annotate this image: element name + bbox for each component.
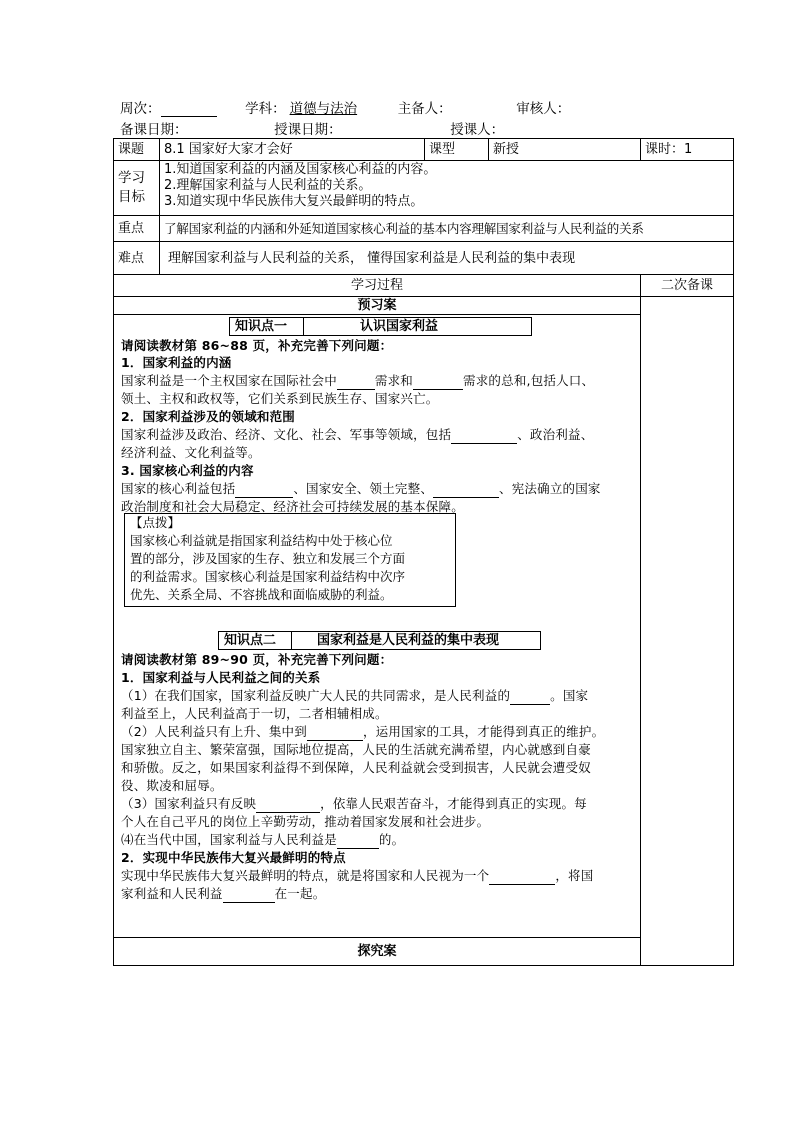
fill-blank[interactable] xyxy=(256,800,320,813)
paragraph-2-l6: 役、欺凌和屈辱。 xyxy=(121,778,223,793)
subject-value: 道德与法治 xyxy=(289,101,358,117)
fill-blank[interactable] xyxy=(337,377,375,390)
fill-blank[interactable] xyxy=(510,692,550,705)
goal-item: 3.知道实现中华民族伟大复兴最鲜明的特点。 xyxy=(164,194,424,209)
paragraph-1-3b: 政治制度和社会大局稳定、经济社会可持续发展的基本保障。 xyxy=(121,499,464,514)
focus-row xyxy=(114,216,734,242)
process-row xyxy=(114,275,734,297)
difficulty-label: 难点 xyxy=(114,242,160,275)
paragraph-2-l9: ⑷在当代中国，国家利益与人民利益是 的。 xyxy=(121,832,405,847)
topic-row xyxy=(114,139,734,161)
header-line-1 xyxy=(120,97,570,117)
goals-list xyxy=(160,161,734,216)
prep-date-label: 备课日期： xyxy=(120,122,188,138)
k2-title: 国家利益是人民利益的集中表现 xyxy=(317,633,500,648)
tip-line: 优先、关系全局、不容挑战和面临威胁的利益。 xyxy=(130,587,393,602)
subject-label: 学科： xyxy=(245,101,286,117)
heading-1-3: 3. 国家核心利益的内容 xyxy=(121,463,254,478)
fill-blank[interactable] xyxy=(307,728,363,741)
tip-box xyxy=(124,513,456,607)
heading-1-2: 2．国家利益涉及的领域和范围 xyxy=(121,409,295,424)
paragraph-2-l5: 和骄傲。反之，如果国家利益得不到保障，人民利益就会受到损害，人民就会遭受奴 xyxy=(121,760,591,775)
goal-item: 1.知道国家利益的内涵及国家核心利益的内容。 xyxy=(164,162,437,177)
paragraph-2-l10: 实现中华民族伟大复兴最鲜明的特点，就是将国家和人民视为一个 ，将国 xyxy=(121,868,594,883)
week-label: 周次： xyxy=(120,101,161,117)
focus-label: 重点 xyxy=(114,216,160,242)
paragraph-2-l2: 利益至上，人民利益高于一切，二者相辅相成。 xyxy=(121,706,388,721)
fill-blank[interactable] xyxy=(413,377,463,390)
focus-value: 了解国家利益的内涵和外延知道国家核心利益的基本内容理解国家利益与人民利益的关系 xyxy=(160,216,734,242)
preview-content xyxy=(114,315,641,938)
paragraph-2-l11: 家利益和人民利益 在一起。 xyxy=(121,886,326,901)
paragraph-2-l3: （2）人民利益只有上升、集中到 ，运用国家的工具，才能得到真正的维护。 xyxy=(121,724,605,739)
knowledge-point-1 xyxy=(229,317,532,336)
preparer-label: 主备人： xyxy=(397,101,452,117)
instruction-1: 请阅读教材第 86~88 页，补充完善下列问题： xyxy=(121,338,393,353)
paragraph-2-l1: （1）在我们国家，国家利益反映广大人民的共同需求，是人民利益的 。国家 xyxy=(121,688,589,703)
fill-blank[interactable] xyxy=(223,890,275,903)
preview-row xyxy=(114,297,734,315)
paragraph-2-l4: 国家独立自主、繁荣富强，国际地位提高，人民的生活就充满希望，内心就感到自豪 xyxy=(121,742,591,757)
fill-blank[interactable] xyxy=(337,836,379,849)
k2-label: 知识点二 xyxy=(224,633,277,648)
paragraph-1-1b: 领土、主权和政权等，它们关系到民族生存、国家兴亡。 xyxy=(121,391,439,406)
paragraph-2-l8: 个人在自己平凡的岗位上辛勤劳动，推动着国家发展和社会进步。 xyxy=(121,814,490,829)
difficulty-row xyxy=(114,242,734,275)
tip-title: 【点拨】 xyxy=(130,515,181,530)
type-label: 课型 xyxy=(425,139,489,161)
type-value: 新授 xyxy=(489,139,641,161)
topic-label: 课题 xyxy=(114,139,160,161)
goal-item: 2.理解国家利益与人民利益的关系。 xyxy=(164,178,372,193)
goals-row xyxy=(114,161,734,216)
hours-value: 课时：1 xyxy=(641,139,734,161)
heading-2-1: 1．国家利益与人民利益之间的关系 xyxy=(121,670,321,685)
topic-value: 8.1 国家好大家才会好 xyxy=(160,139,425,161)
preview-label: 预习案 xyxy=(114,297,641,315)
heading-1-1: 1．国家利益的内涵 xyxy=(121,355,232,370)
fill-blank[interactable] xyxy=(451,431,517,444)
tip-line: 国家核心利益就是指国家利益结构中处于核心位 xyxy=(130,533,393,548)
paragraph-2-l7: （3）国家利益只有反映 ，依靠人民艰苦奋斗，才能得到真正的实现。每 xyxy=(121,796,587,811)
paragraph-1-2b: 经济利益、文化利益等。 xyxy=(121,445,261,460)
fill-blank[interactable] xyxy=(489,872,555,885)
header-line-2 xyxy=(120,118,504,138)
k1-label: 知识点一 xyxy=(235,319,288,334)
tip-line: 的利益需求。国家核心利益是国家利益结构中次序 xyxy=(130,569,406,584)
paragraph-1-1a: 国家利益是一个主权国家在国际社会中 需求和 需求的总和,包括人口、 xyxy=(121,373,595,388)
second-prep-label: 二次备课 xyxy=(641,275,734,297)
week-blank xyxy=(161,102,217,117)
teacher-label: 授课人： xyxy=(450,122,505,138)
process-label: 学习过程 xyxy=(114,275,641,297)
heading-2-2: 2．实现中华民族伟大复兴最鲜明的特点 xyxy=(121,850,346,865)
paragraph-1-3a: 国家的核心利益包括 、国家安全、领土完整、 、宪法确立的国家 xyxy=(121,481,601,496)
lesson-plan-table xyxy=(113,138,734,966)
knowledge-point-2 xyxy=(218,631,541,650)
goals-label: 学习 目标 xyxy=(114,161,160,216)
second-prep-area xyxy=(641,297,734,966)
paragraph-1-2a: 国家利益涉及政治、经济、文化、社会、军事等领域，包括 、政治利益、 xyxy=(121,427,594,442)
explore-label: 探究案 xyxy=(114,938,641,966)
teach-date-label: 授课日期： xyxy=(274,122,342,138)
difficulty-value: 理解国家利益与人民利益的关系， 懂得国家利益是人民利益的集中表现 xyxy=(160,242,734,275)
fill-blank[interactable] xyxy=(433,485,499,498)
fill-blank[interactable] xyxy=(235,485,293,498)
tip-line: 置的部分，涉及国家的生存、独立和发展三个方面 xyxy=(130,551,406,566)
k1-title: 认识国家利益 xyxy=(360,319,439,334)
instruction-2: 请阅读教材第 89~90 页，补充完善下列问题： xyxy=(121,652,393,667)
reviewer-label: 审核人： xyxy=(516,101,571,117)
